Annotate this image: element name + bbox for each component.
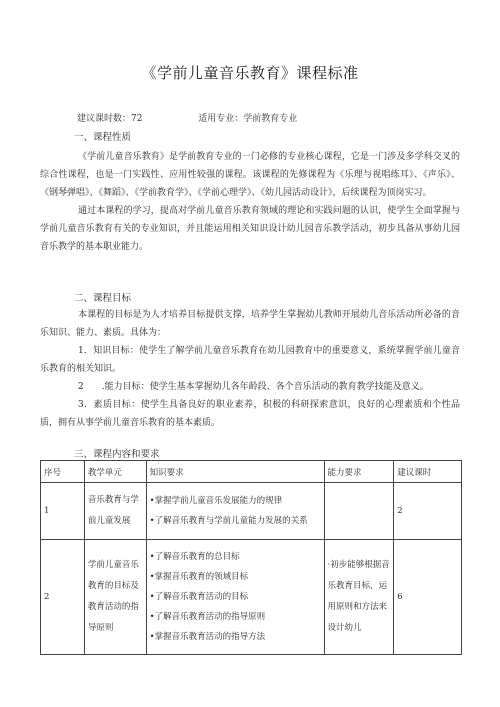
header-cell: 教学单元 bbox=[84, 461, 146, 483]
suggested-hours-cell: 2 bbox=[394, 483, 462, 540]
knowledge-item: •了解音乐教育活动的指导原则 bbox=[149, 612, 266, 622]
knowledge-item: •掌握学前儿童音乐发展能力的规律 bbox=[149, 496, 283, 506]
knowledge-item: •掌握音乐教育活动的指导方法 bbox=[149, 632, 266, 642]
knowledge-requirements bbox=[146, 540, 324, 655]
row-number: 2 bbox=[41, 540, 85, 655]
header-cell: 建议课时 bbox=[394, 461, 462, 483]
knowledge-requirements bbox=[146, 483, 324, 540]
table-row bbox=[41, 540, 462, 655]
knowledge-item: •了解音乐教育活动的目标 bbox=[149, 592, 249, 602]
paragraph: 通过本课程的学习，提高对学前儿童音乐教育领域的理论和实践问题的认识，使学生全面掌握与学前儿童音乐教育有关的专业知识，并且能运用相关知识设计幼儿园音乐教学活动，初步具备从事幼儿园音乐教学的基本职业能力。 bbox=[40, 206, 460, 252]
quality-goal: 3．素质目标：使学生具备良好的职业素养，积极的科研探索意识，良好的心理素质和个性品质，拥有从事学前儿童音乐教育的基本素质。 bbox=[40, 400, 460, 428]
section-heading-goals: 二、课程目标 bbox=[74, 293, 132, 304]
paragraph: 《学前儿童音乐教育》是学前教育专业的一门必修的专业核心课程，它是一门涉及多学科交叉的综合性课程，也是一门实践性、应用性较强的课程。该课程的先修课程为《乐理与视唱练耳》、《声乐》、《钢琴弹唱》、《舞蹈》、《学前教育学》、《学前心理学》、《幼儿园活动设计》，后续课程为顶岗实习。 bbox=[40, 152, 460, 198]
table-row bbox=[41, 483, 462, 540]
knowledge-item: •掌握音乐教育的领域目标 bbox=[149, 572, 249, 582]
row-number: 1 bbox=[41, 483, 85, 540]
header-cell: 序号 bbox=[41, 461, 85, 483]
section-heading-nature: 一、课程性质 bbox=[74, 132, 132, 143]
paragraph: 本课程的目标是为人才培养目标提供支撑，培养学生掌握幼儿教师开展幼儿音乐活动所必备的音乐知识、能力、素质。具体为： bbox=[40, 310, 460, 338]
teaching-unit: 学前儿童音乐教育的目标及教育活动的指导原则 bbox=[84, 540, 146, 655]
teaching-unit: 音乐教育与学前儿童发展 bbox=[84, 483, 146, 540]
section-heading-content: 三、课程内容和要求 bbox=[74, 449, 160, 460]
table-header-row bbox=[41, 461, 462, 483]
suggested-hours-cell: 6 bbox=[394, 540, 462, 655]
suggested-hours: 建议课时数：72 bbox=[77, 114, 143, 124]
course-content-table bbox=[40, 460, 462, 655]
course-meta bbox=[77, 111, 297, 124]
header-cell: 知识要求 bbox=[146, 461, 324, 483]
section-goals-body bbox=[40, 306, 460, 432]
header-cell: 能力要求 bbox=[324, 461, 394, 483]
section-nature-body bbox=[40, 148, 460, 256]
ability-requirements: ·初步能够根据音乐教育目标，运用原则和方法来设计幼儿 bbox=[324, 540, 394, 655]
ability-requirements bbox=[324, 483, 394, 540]
applicable-major: 适用专业：学前教育专业 bbox=[198, 114, 298, 124]
ability-goal: 2 .能力目标：使学生基本掌握幼儿各年龄段、各个音乐活动的教育教学技能及意义。 bbox=[78, 382, 429, 392]
knowledge-goal: 1．知识目标：使学生了解学前儿童音乐教育在幼儿园教育中的重要意义，系统掌握学前儿童音乐教育的相关知识。 bbox=[40, 346, 460, 374]
knowledge-item: •了解音乐教育的总目标 bbox=[149, 552, 240, 562]
document-title: 《学前儿童音乐教育》课程标准 bbox=[141, 64, 359, 82]
knowledge-item: •了解音乐教育与学前儿童能力发展的关系 bbox=[149, 516, 308, 526]
